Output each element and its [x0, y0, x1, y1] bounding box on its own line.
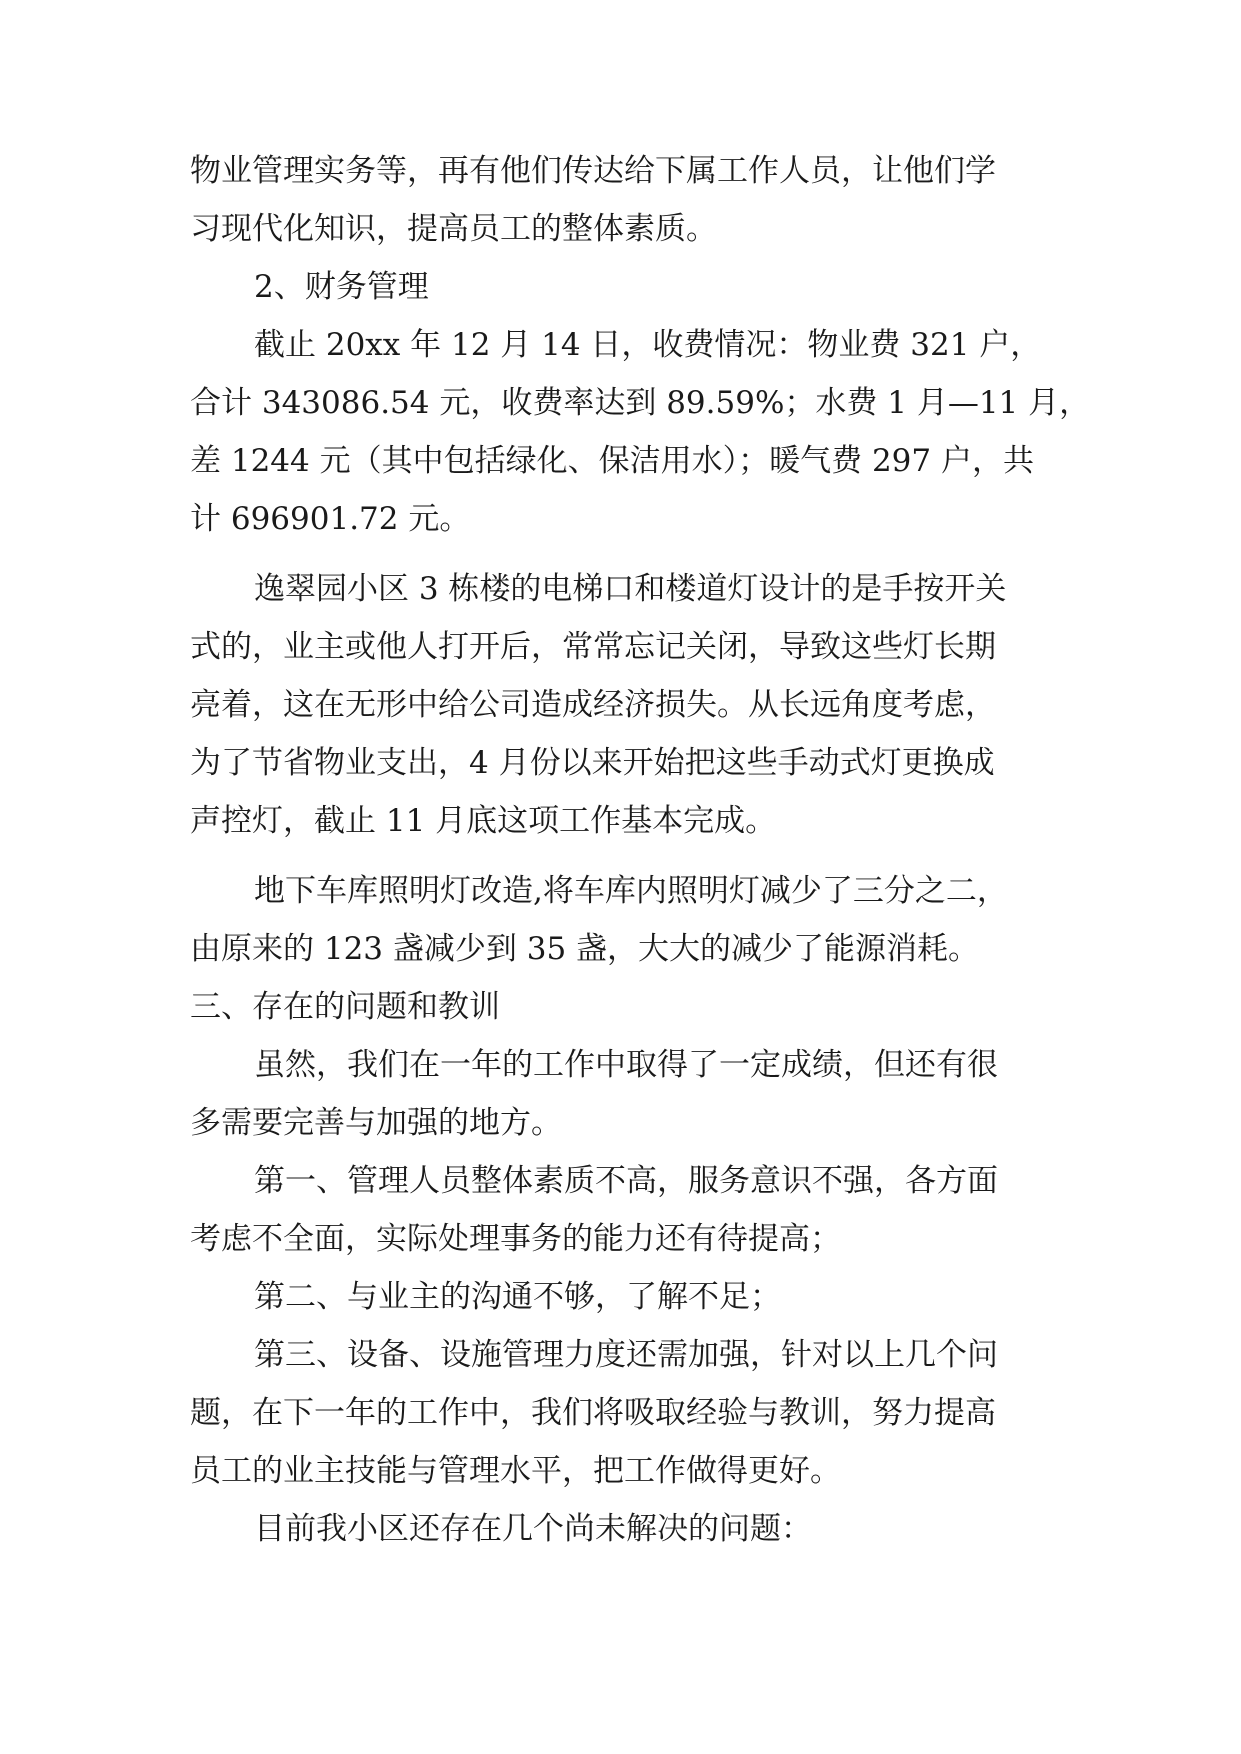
text-line: 合计 343086.54 元，收费率达到 89.59%；水费 1 月—11 月， [190, 385, 1091, 421]
text-line: 计 696901.72 元。 [190, 501, 471, 537]
text-line: 逸翠园小区 3 栋楼的电梯口和楼道灯设计的是手按开关 [254, 571, 1007, 607]
text-line: 员工的业主技能与管理水平，把工作做得更好。 [190, 1453, 841, 1489]
text-line: 多需要完善与加强的地方。 [190, 1105, 562, 1141]
text-line: 第一、管理人员整体素质不高，服务意识不强，各方面 [254, 1163, 998, 1199]
text-line: 题，在下一年的工作中，我们将吸取经验与教训，努力提高 [190, 1395, 996, 1431]
text-line: 虽然，我们在一年的工作中取得了一定成绩，但还有很 [254, 1047, 998, 1083]
text-line: 截止 20xx 年 12 月 14 日，收费情况：物业费 321 户， [254, 327, 1042, 363]
text-line: 差 1244 元（其中包括绿化、保洁用水）；暖气费 297 户，共 [190, 443, 1034, 479]
text-line: 为了节省物业支出，4 月份以来开始把这些手动式灯更换成 [190, 745, 995, 781]
text-line: 地下车库照明灯改造,将车库内照明灯减少了三分之二， [254, 873, 1008, 909]
text-line: 习现代化知识，提高员工的整体素质。 [190, 211, 717, 247]
text-line: 声控灯，截止 11 月底这项工作基本完成。 [190, 803, 777, 839]
section-heading: 三、存在的问题和教训 [190, 989, 500, 1025]
text-line: 第三、设备、设施管理力度还需加强，针对以上几个问 [254, 1337, 998, 1373]
text-line: 目前我小区还存在几个尚未解决的问题： [254, 1511, 812, 1547]
text-line: 亮着，这在无形中给公司造成经济损失。从长远角度考虑， [190, 687, 996, 723]
text-line: 由原来的 123 盏减少到 35 盏，大大的减少了能源消耗。 [190, 931, 980, 967]
text-line: 考虑不全面，实际处理事务的能力还有待提高； [190, 1221, 841, 1257]
text-line: 式的，业主或他人打开后，常常忘记关闭，导致这些灯长期 [190, 629, 996, 665]
text-line: 第二、与业主的沟通不够，了解不足； [254, 1279, 781, 1315]
text-line: 物业管理实务等，再有他们传达给下属工作人员，让他们学 [190, 153, 996, 189]
section-heading: 2、财务管理 [254, 269, 429, 305]
